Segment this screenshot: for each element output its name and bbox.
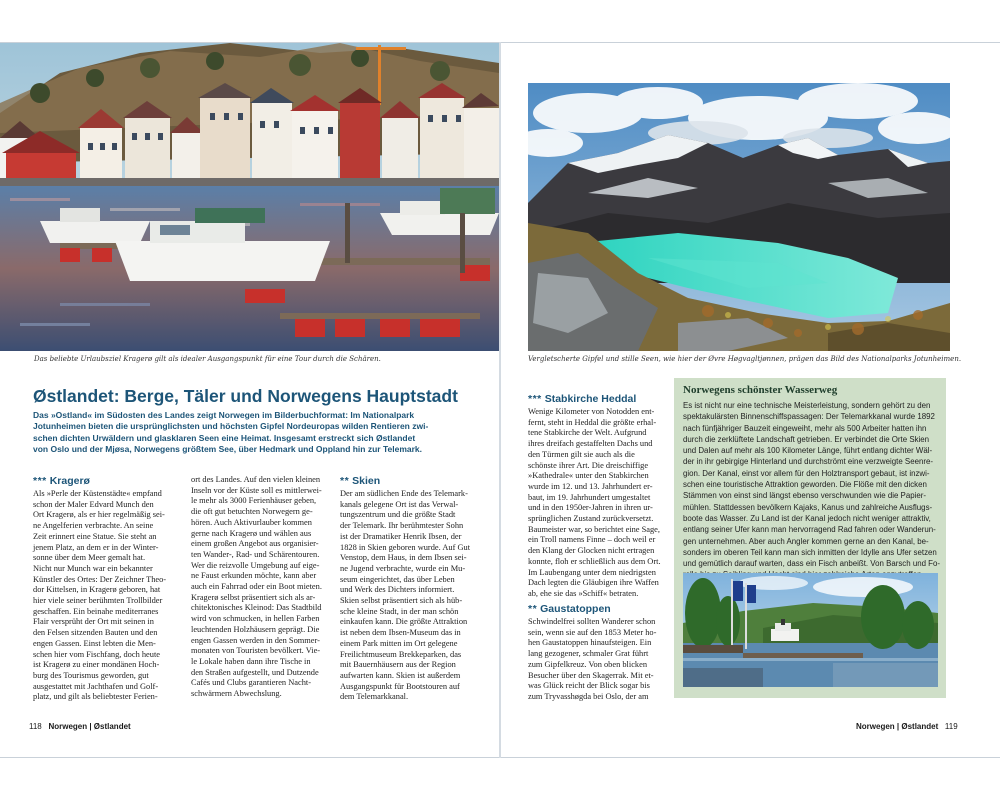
text-line: baut, im 19. Jahrhundert umgestaltet — [528, 492, 651, 502]
text-line: gerne nach Kragerø und wählen aus — [191, 528, 312, 538]
text-line: den Klang der Glocken nicht ertragen — [528, 546, 655, 556]
rating-stars: *** — [528, 393, 542, 405]
text-line: auch ein Fahrrad oder ein Boot mieten. — [191, 582, 322, 592]
kragero-harbor-photo — [0, 43, 499, 351]
jotunheimen-photo-caption: Vergletscherte Gipfel und stille Seen, wie hier der Øvre Høgvagltjønnen, prägen das Bild des Nationalparks Jotunheimen. — [528, 355, 962, 363]
text-line: Der am südlichen Ende des Telemark- — [340, 489, 468, 498]
gaustatoppen-heading — [528, 603, 668, 616]
text-line: den Felsen sitzenden Bauten und den — [33, 628, 158, 638]
text-line: zum Gipfelkreuz. Von oben blicken — [528, 659, 648, 669]
text-line: ein Troll namens Finne – doch weil er — [528, 535, 656, 545]
text-line: der Telemark. Ihr berühmtester Sohn — [340, 521, 464, 531]
right-page-folio — [856, 722, 958, 731]
text-line: Künstler des Ortes: Der Zeichner Theo- — [33, 574, 167, 584]
text-line: schen eine touristische Attraktion geworden. Die Flöße mit den dicken — [683, 480, 927, 490]
infobox-body — [683, 400, 939, 581]
text-line: Nicht nur Munch war ein bekannter — [33, 563, 153, 573]
infobox-heading: Norwegens schönster Wasserweg — [683, 384, 838, 396]
text-line: spektakulärsten Binnenschiffspassagen: Der Telemarkkanal wurde 1892 — [683, 412, 935, 422]
text-line: fernt, steht in Heddal die größte erhal- — [528, 417, 657, 427]
text-line: wurde im 12. und 13. Jahrhundert er- — [528, 481, 653, 491]
text-line: sonders im oberen Teil kann man sich inmitten der Idylle ans Ufer setzen — [683, 547, 937, 557]
text-line: wird von schmucken, in hellen Farben — [191, 614, 320, 624]
rating-stars: ** — [340, 475, 350, 487]
page-title: Østlandet: Berge, Täler und Norwegens Hauptstadt — [33, 386, 458, 406]
text-line: »Kathedrale« unter den Stabkirchen — [528, 471, 649, 481]
text-line: entlang seiner Ufer kann man hervorragend Rad fahren oder Wanderun- — [683, 525, 936, 535]
jotunheimen-photo — [528, 83, 950, 351]
page-number: 119 — [944, 722, 958, 731]
text-line: Baumeister war, so berichtet eine Sage, — [528, 524, 660, 534]
text-line: ist Kragerø zu einer mondänen Hoch- — [33, 660, 160, 670]
telemark-canal-photo — [683, 573, 938, 687]
text-line: Ort Kragerø, als er hier regelmäßig sei- — [33, 510, 165, 520]
text-line: boote das Wasser. Zu Land ist der Kanal jedoch nicht weniger attraktiv, — [683, 513, 931, 523]
text-line: durch die zerklüftete Landschaft getrieben. Er verbindet die Orte Skien — [683, 434, 930, 444]
text-line: leuchtenden Holzhäusern geprägt. Die — [191, 624, 320, 634]
text-line: Es ist nicht nur eine technische Meisterleistung, sondern gehört zu den — [683, 401, 931, 410]
text-line: und Werk des Dichters informiert. — [340, 585, 455, 595]
text-line: hen Gaustatoppen hinaufsteigen. Ein — [528, 638, 652, 648]
heddal-stave-church-section — [528, 393, 668, 600]
text-line: chitektonisches Kleinod: Das Stadtbild — [191, 603, 322, 613]
skien-section — [340, 475, 490, 703]
text-line: Besucher über den Skagerrak. Mit et- — [528, 670, 654, 680]
text-line: sein, wenn sie auf den 1853 Meter ho- — [528, 627, 657, 637]
text-line: zum Tryvasshøgda bei Oslo, der am — [528, 691, 649, 701]
text-line: jenem Platz, an dem er in der Winter- — [33, 542, 159, 552]
text-line: Kragerø selbst präsentiert sich als ar- — [191, 592, 316, 602]
text-line: hören. Auch Aktivurlauber kommen — [191, 517, 312, 527]
text-line: platz, und gilt als beliebtester Ferien- — [33, 692, 158, 702]
text-line: dem Telemarkkanal. — [340, 692, 409, 702]
text-line: ausgestattet mit Jachthafen und Golf- — [33, 681, 159, 691]
text-line: Zeit erinnert eine Statue. Sie steht an — [33, 531, 157, 541]
text-line: Im Laubengang unter dem niedrigsten — [528, 567, 656, 577]
kragero-harbor-illustration — [0, 43, 499, 351]
text-line: ab, ehe sie das »Schiff« betraten. — [528, 588, 639, 598]
text-line: ne Faust erkunden möchte, kann aber — [191, 571, 317, 581]
text-line: Als »Perle der Küstenstädte« empfand — [33, 489, 162, 498]
text-line: seum eingerichtet, das über Leben — [340, 574, 455, 584]
jotunheimen-illustration — [528, 83, 950, 351]
text-line: ist der Dramatiker Henrik Ibsen, der — [340, 531, 462, 541]
running-section-title: Norwegen | Østlandet — [48, 722, 131, 731]
telemark-canal-illustration — [683, 573, 938, 687]
text-line: einkaufen kann. Die größte Attraktion — [340, 617, 468, 627]
heddal-heading — [528, 393, 668, 406]
intro-line: Das »Ostland« im Südosten des Landes zeigt Norwegen im Bilderbuchformat: Im Nationalpark — [33, 410, 415, 420]
kragero-section-continued — [191, 475, 341, 700]
text-line: mühlen. Stattdessen bevölkern Kajaks, Kanus und zahlreiche Ausflugs- — [683, 502, 933, 512]
text-line: lang gezogener, schmaler Grat führt — [528, 649, 649, 659]
text-line: aufwarten kann. Skien ist außerdem — [340, 670, 461, 680]
text-line: nach fünfjähriger Bauzeit eingeweiht, mehr als 500 Arbeiter hatten ihn — [683, 423, 927, 433]
text-line: sprünglichen Zustand zurückversetzt. — [528, 514, 654, 524]
text-line: schon der Maler Edvard Munch den — [33, 499, 154, 509]
text-line: sche kleine Stadt, in der man schön — [340, 606, 459, 616]
text-line: die oft gut betuchten Norwegern ge- — [191, 507, 313, 517]
text-line: dor Kittelsen, in Kragerø geboren, hat — [33, 585, 161, 595]
skien-heading — [340, 475, 490, 488]
intro-paragraph — [33, 410, 473, 456]
text-line: sonne über dem Meer gemalt hat. — [33, 553, 146, 563]
text-line: ten Wander-, Rad- und Schärentouren. — [191, 549, 320, 559]
kragero-heading-text: Kragerø — [49, 475, 90, 487]
text-line: Skien selbst präsentiert sich als hüb- — [340, 596, 463, 606]
text-line: einem Park mitten im Ort gelegene — [340, 638, 458, 648]
skien-heading-text: Skien — [352, 475, 381, 487]
text-line: und gemütlich darauf warten, dass ein Fisch anbeißt. Von Barsch und Fo- — [683, 559, 941, 569]
text-line: schen hier vom Fischfang, doch heute — [33, 649, 160, 659]
telemark-canal-infobox — [674, 378, 946, 698]
kragero-photo-caption: Das beliebte Urlaubsziel Kragerø gilt als idealer Ausgangspunkt für eine Tour durch die Schären. — [34, 355, 381, 363]
rating-stars: ** — [528, 603, 538, 615]
text-line: le mehr als 3000 Ferienhäuser geben, — [191, 496, 317, 506]
text-line: monaten von Touristen bevölkert. Vie- — [191, 646, 321, 656]
text-line: schönste ihrer Art. Die dreischiffige — [528, 460, 649, 470]
text-line: Inseln vor der Küste soll es mittlerwei- — [191, 485, 322, 495]
text-line: konnte, floh er schließlich aus dem Ort. — [528, 556, 661, 566]
text-line: kanals gelegene Ort ist das Verwal- — [340, 499, 459, 509]
text-line: burg des Tourismus geworden, gut — [33, 670, 149, 680]
running-section-title: Norwegen | Østlandet — [856, 722, 939, 731]
text-line: der in ihr gebirgige Hinterland und durchströmt eine verzweigte Seenre- — [683, 457, 934, 467]
text-line: was Glück reicht der Blick sogar bis — [528, 681, 650, 691]
text-line: tene Stabkirche der Welt. Aufgrund — [528, 428, 647, 438]
text-line: Freilichtmuseum Brekkeparken, das — [340, 649, 462, 659]
gaustatoppen-section — [528, 603, 668, 703]
text-line: Cafés und Clubs garantieren Nacht- — [191, 678, 312, 688]
text-line: gion. Der Kanal, einst vor allem für den Holztransport gebaut, ist inzwi- — [683, 468, 930, 478]
text-line: hier viele seiner berühmten Trollbilder — [33, 596, 163, 606]
rating-stars: *** — [33, 475, 47, 487]
page-number: 118 — [29, 722, 42, 731]
kragero-heading — [33, 475, 183, 488]
intro-line: schen dichten Urwäldern und glasklaren Seen eine Heimat. Insgesamt erstreckt sich Østlandet — [33, 432, 416, 443]
text-line: den Türmen gilt sie auch als die — [528, 449, 635, 459]
text-line: engen Gassen. Einst lebten die Men- — [33, 638, 156, 648]
text-line: und in den 1950er-Jahren in ihren ur- — [528, 503, 653, 513]
heddal-heading-text: Stabkirche Heddal — [544, 393, 637, 405]
text-line: mit Bauernhäusern aus der Region — [340, 660, 456, 670]
text-line: ort des Landes. Auf den vielen kleinen — [191, 475, 321, 484]
text-line: Schwindelfrei sollten Wanderer schon — [528, 617, 656, 626]
text-line: geschaffen. Ein beinahe mediterranes — [33, 606, 159, 616]
intro-line: von Oslo und der Mjøsa, Norwegens größtem See, über Hedmark und Oppland hin zur Telemark. — [33, 444, 423, 455]
text-line: Dach legten die Gläubigen ihre Waffen — [528, 578, 659, 588]
kragero-section — [33, 475, 183, 703]
text-line: Wenige Kilometer von Notodden ent- — [528, 407, 655, 416]
text-line: schwärmern Abwechslung. — [191, 689, 282, 699]
text-line: Flair versprüht der Ort mit seinen in — [33, 617, 154, 627]
text-line: den Straßen aufgestellt, und Dutzende — [191, 667, 319, 677]
text-line: gen unternehmen. Aber auch Angler kommen gerne an den Kanal, be- — [683, 536, 929, 546]
text-line: einem großen Angebot aus organisier- — [191, 539, 319, 549]
text-line: Stämmen von einst sind längst ebenso verschwunden wie die Papier- — [683, 491, 926, 501]
page-gutter — [499, 42, 501, 758]
text-line: Wer die reizvolle Umgebung auf eige- — [191, 560, 320, 570]
text-line: Ausgangspunkt für Bootstouren auf — [340, 681, 460, 691]
text-line: ist neben dem Ibsen-Museum das in — [340, 628, 461, 638]
text-line: ihres dreifach gestaffelten Dachs und — [528, 439, 653, 449]
left-page-folio — [29, 722, 131, 731]
text-line: Venstop, dem Haus, in dem Ibsen sei- — [340, 553, 467, 563]
text-line: engen Gassen werden in den Sommer- — [191, 635, 320, 645]
text-line: und Dalen auf mehr als 100 Kilometer Länge, führt entlang dichter Wäl- — [683, 446, 933, 456]
intro-line: Jotunheimen bieten die ursprünglichsten und höchsten Gipfel Nordeuropas wilden Rentieren zwi- — [33, 421, 429, 432]
text-line: ne Angelferien verbrachte. An seine — [33, 521, 154, 531]
text-line: ne Jugend verbrachte, wurde ein Mu- — [340, 563, 466, 573]
gaustatoppen-heading-text: Gaustatoppen — [540, 603, 611, 615]
text-line: 1828 in Skien geboren wurde. Auf Gut — [340, 542, 471, 552]
text-line: le Lokale haben dann ihre Tische in — [191, 656, 311, 666]
text-line: tungszentrum und die größte Stadt — [340, 510, 456, 520]
